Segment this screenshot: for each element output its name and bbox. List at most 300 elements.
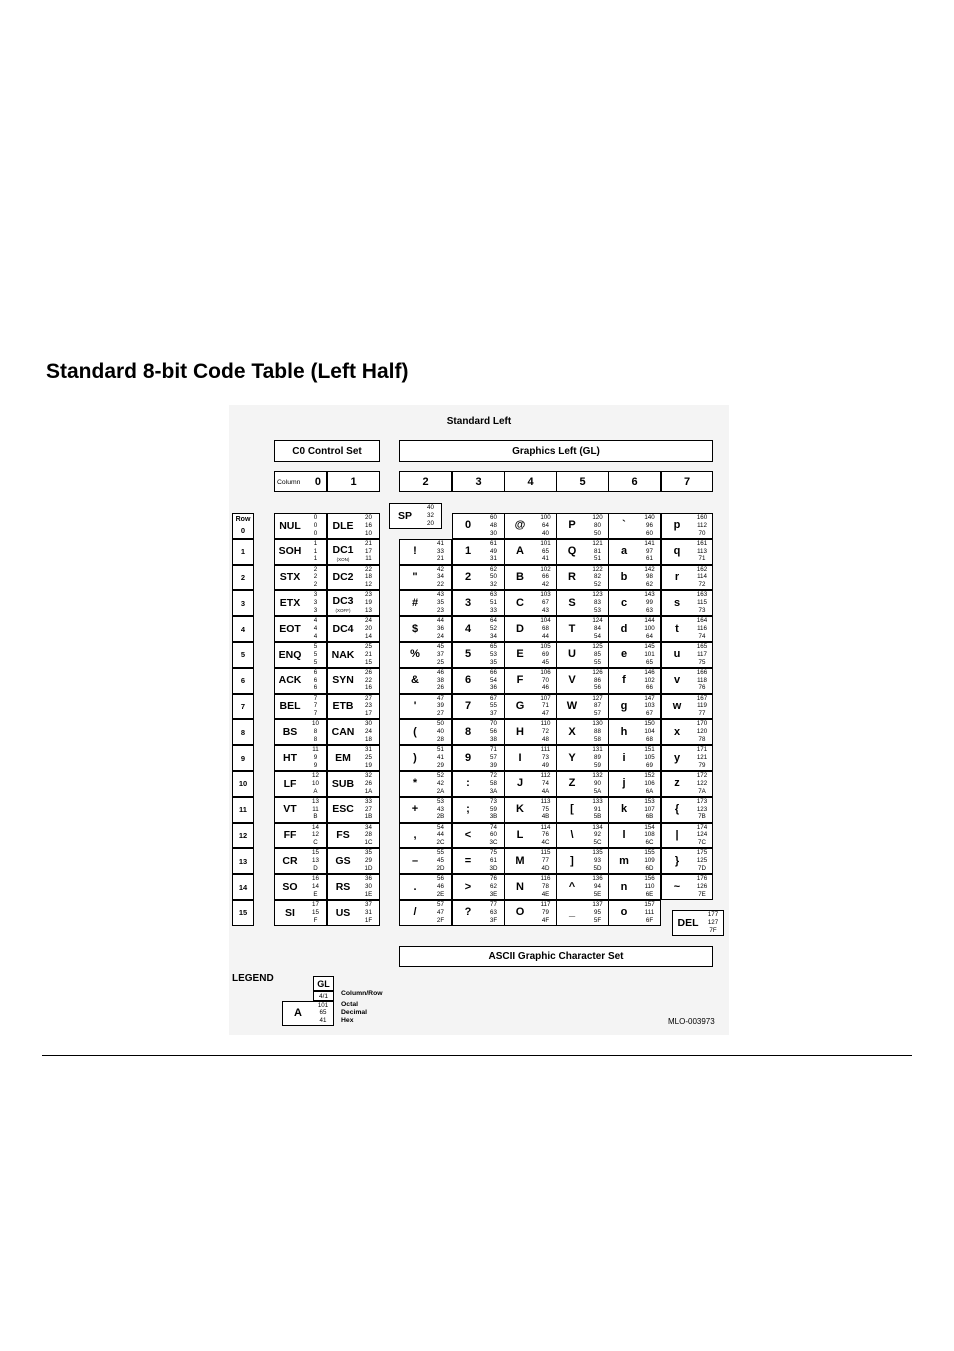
cell-char: 8 (464, 725, 472, 738)
octal-value: 11 (312, 746, 319, 754)
hex-value: 6A (645, 787, 654, 795)
cell-codes (430, 618, 451, 640)
hex-value: B (313, 813, 318, 821)
decimal-value: 74 (542, 779, 549, 787)
decimal-value: 109 (644, 857, 655, 865)
xoff-annotation: (XOFF) (335, 608, 351, 614)
decimal-value: 31 (365, 908, 372, 916)
decimal-value: 24 (365, 728, 372, 736)
cell-char: R (568, 570, 576, 583)
cell-codes (430, 799, 451, 821)
hex-value: 77 (698, 710, 706, 718)
decimal-value: 108 (644, 831, 655, 839)
code-cell (608, 797, 661, 823)
hex-value: F (313, 916, 318, 924)
cell-char: 5 (464, 648, 472, 661)
hex-value: 31 (490, 555, 497, 563)
code-cell (452, 590, 505, 616)
cell-codes (639, 670, 660, 692)
decimal-value: 13 (312, 857, 319, 865)
octal-value: 130 (592, 720, 603, 728)
hex-value: 46 (542, 684, 549, 692)
code-cell (556, 874, 609, 900)
legend-octal: Octal (341, 1001, 358, 1008)
cell-codes (305, 902, 326, 924)
cell-char: M (515, 854, 525, 867)
cell-codes (358, 644, 379, 666)
cell-char: ENQ (278, 648, 302, 661)
cell-char: , (413, 828, 417, 841)
decimal-value: 60 (490, 831, 497, 839)
octal-value: 2 (313, 565, 318, 573)
decimal-value: 124 (696, 831, 708, 839)
code-cell (452, 539, 505, 565)
legend-position (313, 991, 334, 1001)
code-cell (556, 719, 609, 745)
cell-codes (692, 799, 712, 821)
code-cell (327, 694, 380, 720)
decimal-value: 118 (697, 676, 707, 684)
cell-codes (430, 825, 451, 847)
code-cell (661, 642, 713, 668)
hex-value: 7C (698, 839, 706, 847)
code-cell (274, 771, 327, 797)
decimal-value: 98 (646, 573, 653, 581)
hex-value: 3F (489, 916, 498, 924)
hex-value: 12 (365, 581, 372, 589)
decimal-value: 116 (697, 624, 707, 632)
cell-codes (692, 592, 712, 614)
cell-codes (692, 618, 712, 640)
octal-value: 13 (312, 797, 319, 805)
cell-char: G (515, 699, 525, 712)
hex-value: 8 (313, 735, 318, 743)
octal-value: 117 (540, 901, 551, 908)
cell-codes (430, 644, 451, 666)
cell-char: SYN (332, 674, 354, 687)
hex-value: 6E (645, 890, 654, 898)
cell-codes (587, 825, 608, 847)
row-label: Row (235, 516, 251, 523)
decimal-value: 88 (594, 728, 601, 736)
decimal-value: 96 (646, 521, 653, 529)
cell-char: r (674, 570, 680, 583)
octal-value: 44 (437, 617, 444, 625)
cell-codes (305, 696, 326, 718)
cell-char: ETX (279, 597, 301, 610)
hex-value: 24 (437, 632, 444, 640)
code-cell (504, 668, 557, 694)
cell-char: DC4 (332, 622, 354, 635)
cell-char: n (620, 880, 628, 893)
xon-annotation: (XON) (336, 556, 350, 562)
hex-value: 61 (646, 555, 653, 563)
octal-value: 12 (312, 772, 319, 779)
octal-value: 107 (540, 694, 551, 702)
cell-char: EOT (279, 622, 301, 635)
decimal-value: 23 (365, 702, 372, 710)
code-cell (504, 874, 557, 900)
hex-value: 16 (365, 684, 372, 692)
octal-value: 52 (437, 772, 444, 779)
hex-value: 54 (594, 632, 601, 640)
cell-char: / (413, 906, 417, 919)
hex-value: 64 (646, 632, 653, 640)
cell-char: W (566, 699, 578, 712)
code-cell (452, 719, 505, 745)
decimal-value: 66 (542, 573, 549, 581)
hex-value: 3D (489, 864, 498, 872)
footer-rule (42, 1055, 912, 1056)
decimal-value: 81 (594, 547, 601, 555)
cell-char: U (568, 648, 576, 661)
hex-value: 4F (541, 916, 550, 924)
code-cell (556, 694, 609, 720)
cell-char: O (515, 906, 525, 919)
decimal-value: 19 (365, 599, 372, 607)
cell-char: 9 (464, 751, 472, 764)
cell-codes (305, 515, 326, 537)
cell-char: BEL (279, 700, 301, 713)
code-cell (327, 771, 380, 797)
octal-value: 7 (313, 694, 318, 702)
hex-value: 1D (364, 864, 373, 872)
code-cell (608, 900, 661, 926)
decimal-value: 36 (437, 624, 444, 632)
cell-codes (587, 567, 608, 589)
decimal-value: 84 (594, 624, 601, 632)
decimal-value: 6 (313, 676, 318, 684)
row-header-15: 15 (232, 900, 254, 926)
decimal-value: 2 (313, 573, 318, 581)
hex-value: 78 (698, 735, 706, 743)
decimal-value: 126 (696, 882, 708, 890)
cell-char: } (674, 854, 680, 867)
cell-codes (305, 721, 326, 743)
cell-codes (692, 773, 712, 795)
column-number-0: 0 (314, 476, 321, 488)
cell-char: DC3 (332, 595, 354, 608)
cell-char: & (411, 674, 419, 687)
code-cell (327, 565, 380, 591)
decimal-value: 73 (542, 753, 549, 761)
hex-value: 39 (490, 761, 497, 769)
code-cell (504, 565, 557, 591)
cell-codes (483, 644, 504, 666)
hex-value: 76 (698, 684, 706, 692)
decimal-value: 27 (365, 805, 372, 813)
code-cell (556, 565, 609, 591)
legend-gl: GL (313, 976, 334, 991)
row-header-0 (232, 513, 254, 539)
hex-value: 65 (646, 658, 653, 666)
code-cell (327, 513, 380, 539)
decimal-value: 89 (594, 753, 601, 761)
code-cell (608, 823, 661, 849)
hex-value: 6D (645, 864, 654, 872)
cell-codes (430, 747, 451, 769)
code-cell (327, 616, 380, 642)
hex-value: 19 (365, 761, 372, 769)
hex-value: 5A (593, 787, 602, 795)
octal-value: 122 (592, 565, 603, 573)
hex-value: 4E (541, 890, 550, 898)
decimal-value: 34 (437, 573, 444, 581)
cell-codes (358, 825, 379, 847)
decimal-value: 90 (594, 779, 601, 787)
graphics-left-label: Graphics Left (GL) (399, 440, 713, 462)
hex-value: 4D (541, 864, 550, 872)
code-cell (399, 590, 452, 616)
octal-value: 175 (696, 849, 708, 857)
octal-value: 22 (365, 565, 372, 573)
cell-codes (483, 902, 504, 924)
code-cell (452, 874, 505, 900)
code-cell (504, 771, 557, 797)
decimal-value: 25 (365, 753, 372, 761)
octal-value: 16 (312, 875, 319, 883)
cell-codes (639, 825, 660, 847)
code-cell (399, 848, 452, 874)
decimal-value: 15 (312, 908, 319, 916)
code-cell (608, 771, 661, 797)
legend-position-text: 4/1 (318, 993, 329, 1000)
cell-char: ( (413, 725, 417, 738)
decimal-value: 113 (697, 547, 707, 555)
decimal-value: 83 (594, 599, 601, 607)
cell-codes (358, 747, 379, 769)
code-cell (608, 668, 661, 694)
decimal-value: 17 (365, 547, 372, 555)
code-cell (399, 565, 452, 591)
octal-value: 53 (437, 797, 444, 805)
decimal-value: 105 (644, 753, 655, 761)
column-header-7: 7 (661, 471, 713, 492)
hex-value: 2B (436, 813, 445, 821)
cell-char: | (675, 828, 679, 841)
legend-sample-cell (282, 1001, 334, 1026)
octal-value: 42 (437, 565, 444, 573)
row-header-4: 4 (232, 616, 254, 642)
hex-value: 71 (698, 555, 706, 563)
row-header-8: 8 (232, 719, 254, 745)
octal-value: 133 (592, 797, 603, 805)
code-cell (399, 874, 452, 900)
octal-value: 132 (592, 772, 603, 779)
cell-char: p (673, 519, 681, 532)
octal-value: 134 (592, 823, 603, 831)
cell-char: ` (622, 519, 626, 532)
cell-char: e (620, 648, 628, 661)
cell-char: DC1 (332, 543, 354, 556)
code-cell (556, 616, 609, 642)
hex-value: 35 (490, 658, 497, 666)
decimal-value: 10 (312, 779, 319, 787)
hex-value: 6F (645, 916, 654, 924)
octal-value: 10 (312, 720, 319, 728)
cell-char: – (411, 854, 419, 867)
code-cell (274, 797, 327, 823)
cell-codes (639, 592, 660, 614)
cell-char: T (568, 622, 576, 635)
hex-value: 40 (542, 529, 549, 537)
cell-codes (587, 696, 608, 718)
cell-codes (587, 644, 608, 666)
decimal-value: 92 (594, 831, 601, 839)
hex-value: 32 (490, 581, 497, 589)
cell-codes (535, 618, 556, 640)
decimal-value: 121 (696, 753, 708, 761)
octal-value: 21 (365, 539, 372, 547)
decimal-value: 40 (437, 728, 444, 736)
cell-char: * (412, 777, 418, 790)
octal-value: 20 (365, 514, 372, 521)
cell-char: l (622, 828, 626, 841)
octal-value: 167 (696, 694, 708, 702)
octal-value: 115 (540, 849, 551, 857)
cell-char: _ (568, 906, 576, 919)
code-cell (556, 642, 609, 668)
octal-value: 102 (540, 565, 551, 573)
octal-value: 37 (365, 901, 372, 908)
hex-value: 47 (542, 710, 549, 718)
octal-value: 157 (644, 901, 655, 908)
hex-value: 66 (646, 684, 653, 692)
cell-codes (535, 592, 556, 614)
cell-char: ' (413, 699, 417, 712)
hex-value: 7E (698, 890, 706, 898)
code-cell (452, 823, 505, 849)
octal-value: 70 (490, 720, 497, 728)
hex-value: 4 (313, 632, 318, 640)
code-cell (274, 745, 327, 771)
cell-codes (305, 618, 326, 640)
decimal-value: 14 (312, 882, 319, 890)
code-cell (608, 745, 661, 771)
code-cell (399, 694, 452, 720)
cell-codes (587, 721, 608, 743)
octal-value: 170 (696, 720, 708, 728)
hex-value: 1F (364, 916, 373, 924)
decimal-value: 101 (644, 650, 655, 658)
column-header-5: 5 (556, 471, 609, 492)
decimal-value: 123 (696, 805, 708, 813)
decimal-value: 43 (437, 805, 444, 813)
octal-value: 24 (365, 617, 372, 625)
octal-value: 75 (490, 849, 497, 857)
cell-char: > (464, 880, 472, 893)
cell-char: E (516, 648, 524, 661)
octal-value: 177 (707, 911, 719, 918)
code-cell (327, 823, 380, 849)
hex-value: 2A (436, 787, 445, 795)
cell-codes (430, 541, 451, 563)
hex-value: 58 (594, 735, 601, 743)
decimal-value: 56 (490, 728, 497, 736)
octal-value: 121 (592, 539, 603, 547)
code-cell (608, 565, 661, 591)
cell-codes (692, 696, 712, 718)
decimal-value: 110 (644, 882, 655, 890)
cell-codes (483, 799, 504, 821)
hex-value: 55 (594, 658, 601, 666)
hex-value: 36 (490, 684, 497, 692)
row-header-13: 13 (232, 848, 254, 874)
decimal-value: 72 (542, 728, 549, 736)
cell-codes (430, 721, 451, 743)
code-cell (504, 797, 557, 823)
hex-value: 1C (364, 839, 373, 847)
hex-value: 70 (698, 529, 706, 537)
cell-char: 0 (464, 519, 472, 532)
hex-value: 63 (646, 606, 653, 614)
cell-codes (483, 850, 504, 872)
code-cell (274, 668, 327, 694)
code-cell (556, 668, 609, 694)
decimal-value: 7 (313, 702, 318, 710)
code-cell (556, 848, 609, 874)
hex-value: 7A (698, 787, 706, 795)
cell-char: GS (335, 855, 351, 868)
cell-codes (430, 592, 451, 614)
cell-char: + (411, 803, 419, 816)
code-cell (327, 642, 380, 668)
decimal-value: 82 (594, 573, 601, 581)
code-cell (556, 771, 609, 797)
legend-title: LEGEND (232, 973, 274, 984)
code-cell (661, 539, 713, 565)
octal-value: 163 (696, 591, 708, 599)
decimal-value: 86 (594, 676, 601, 684)
code-cell (452, 513, 505, 539)
hex-value: 0 (313, 529, 318, 537)
cell-codes (483, 541, 504, 563)
octal-value: 171 (696, 746, 708, 754)
decimal-value: 106 (644, 779, 655, 787)
decimal-value: 70 (542, 676, 549, 684)
octal-value: 164 (696, 617, 708, 625)
column-header-6: 6 (608, 471, 661, 492)
cell-char: SI (285, 906, 295, 919)
decimal-value: 54 (490, 676, 497, 684)
code-cell (452, 797, 505, 823)
cell-char: [ (570, 803, 574, 816)
cell-char: k (620, 803, 628, 816)
row-header-5: 5 (232, 642, 254, 668)
cell-char: ? (464, 906, 472, 919)
cell-char: DC2 (332, 571, 354, 584)
octal-value: 54 (437, 823, 444, 831)
octal-value: 31 (365, 746, 372, 754)
hex-value: 5D (593, 864, 602, 872)
cell-codes (587, 618, 608, 640)
decimal-value: 0 (313, 521, 318, 529)
code-cell (661, 668, 713, 694)
decimal-value: 38 (437, 676, 444, 684)
hex-value: 30 (490, 529, 497, 537)
hex-value: 5B (593, 813, 602, 821)
cell-char: u (673, 648, 681, 661)
cell-char: x (673, 725, 681, 738)
octal-value: 74 (490, 823, 497, 831)
cell-char: B (516, 570, 524, 583)
decimal-value: 5 (313, 650, 318, 658)
hex-value: 72 (698, 581, 706, 589)
code-cell (274, 848, 327, 874)
decimal-value: 51 (490, 599, 497, 607)
decimal-value: 21 (365, 650, 372, 658)
decimal-value: 45 (437, 857, 444, 865)
